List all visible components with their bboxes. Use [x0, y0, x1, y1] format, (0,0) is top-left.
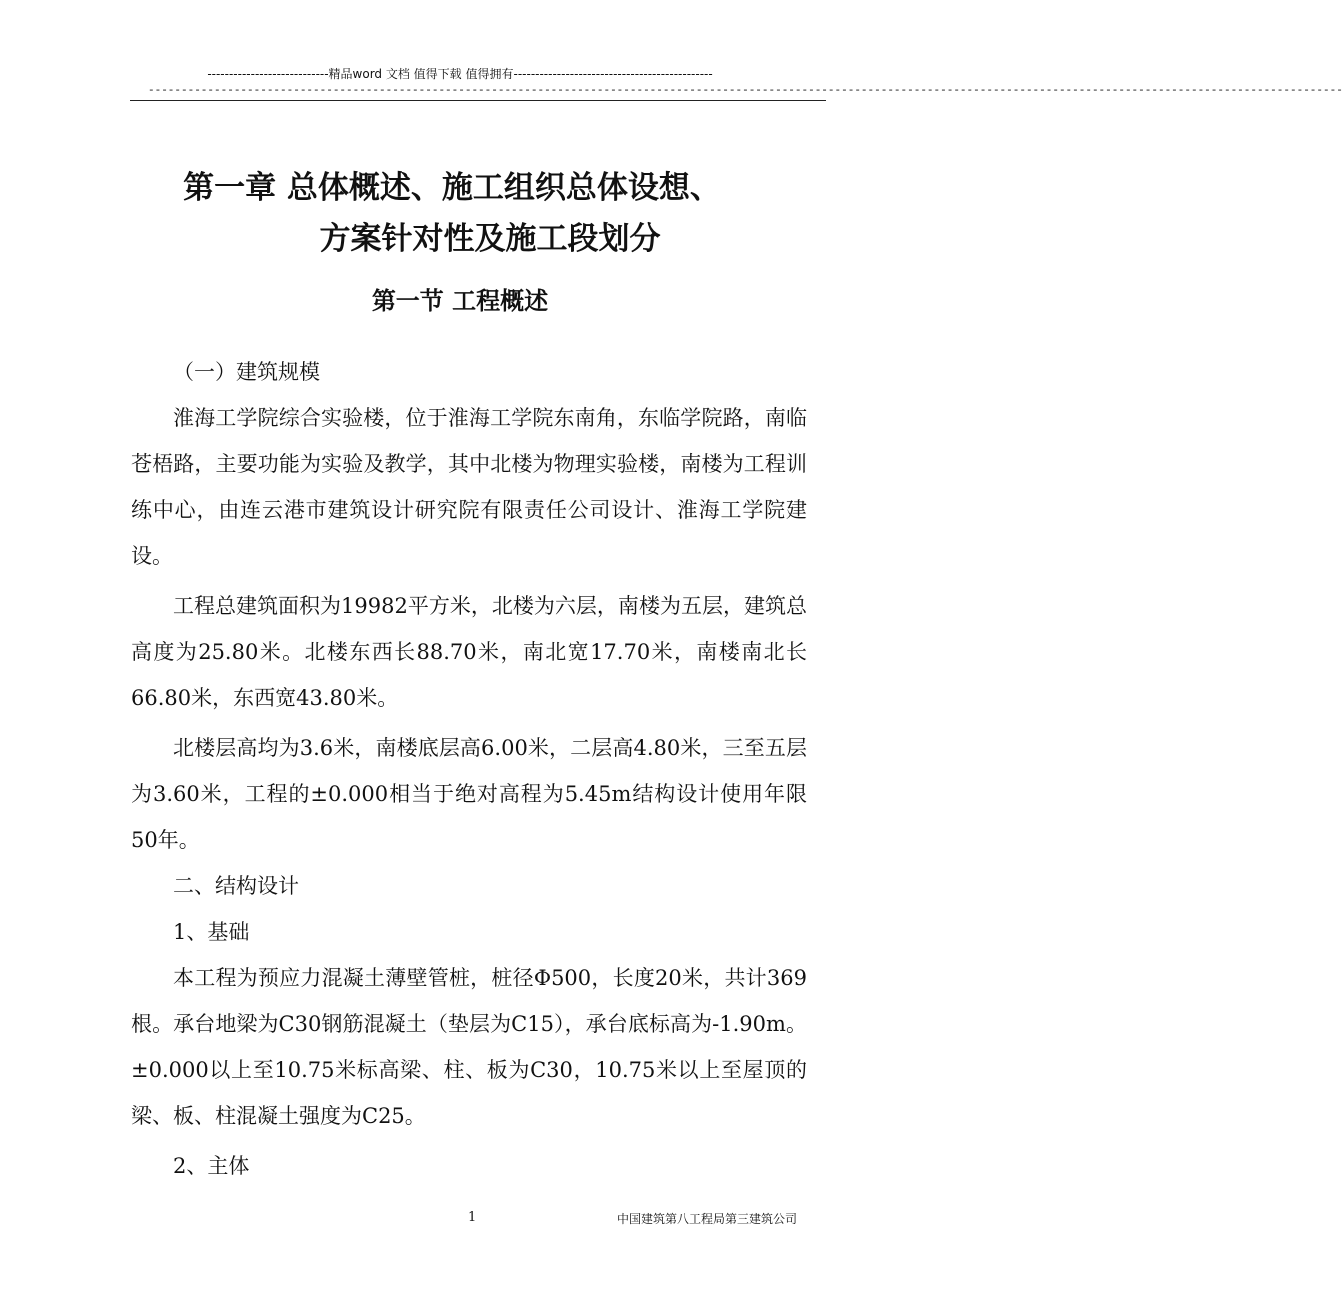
chapter-title: [0, 163, 920, 265]
header-dash-line: -------------------------------------------------------------------------------------------------------------------------------------------------------------------------------------: [148, 85, 1343, 97]
chapter-title-line-2: 方案针对性及施工段划分: [319, 221, 661, 257]
page-number: 1: [468, 1210, 477, 1225]
section-title: 第一节 工程概述: [371, 287, 549, 315]
paragraph-location: 淮海工学院综合实验楼，位于淮海工学院东南角，东临学院路，南临苍梧路，主要功能为实验及教学，其中北楼为物理实验楼，南楼为工程训练中心，由连云港市建筑设计研究院有限责任公司设计、淮海工学院建设。: [131, 406, 807, 568]
paragraph-floor-heights: 北楼层高均为3.6米，南楼底层高6.00米，二层高4.80米，三至五层为3.60米，工程的±0.000相当于绝对高程为5.45m结构设计使用年限50年。: [131, 736, 807, 852]
paragraph-structure-heading: 二、结构设计: [173, 874, 299, 898]
paragraph-foundation-heading: 1、基础: [173, 920, 250, 944]
body-text: [131, 349, 807, 1189]
footer-company: 中国建筑第八工程局第三建筑公司: [617, 1212, 798, 1226]
paragraph-area: 工程总建筑面积为19982平方米，北楼为六层，南楼为五层，建筑总高度为25.80米。北楼东西长88.70米，南北宽17.70米，南楼南北长66.80米，东西宽43.80米。: [131, 594, 807, 710]
paragraph-main-body-heading: 2、主体: [173, 1154, 250, 1178]
paragraph-building-scale-heading: （一）建筑规模: [173, 360, 320, 384]
chapter-title-line-1: 第一章 总体概述、施工组织总体设想、: [183, 170, 721, 206]
paragraph-foundation: 本工程为预应力混凝土薄壁管桩，桩径Φ500，长度20米，共计369根。承台地梁为C30钢筋混凝土（垫层为C15），承台底标高为-1.90m。±0.000以上至10.75米标高梁、柱、板为C30，10.75米以上至屋顶的梁、板、柱混凝土强度为C25。: [131, 966, 807, 1128]
header-banner: ----------------------------精品word 文档 值得下载 值得拥有----------------------------------------------: [207, 67, 713, 81]
header-rule: [130, 100, 826, 101]
